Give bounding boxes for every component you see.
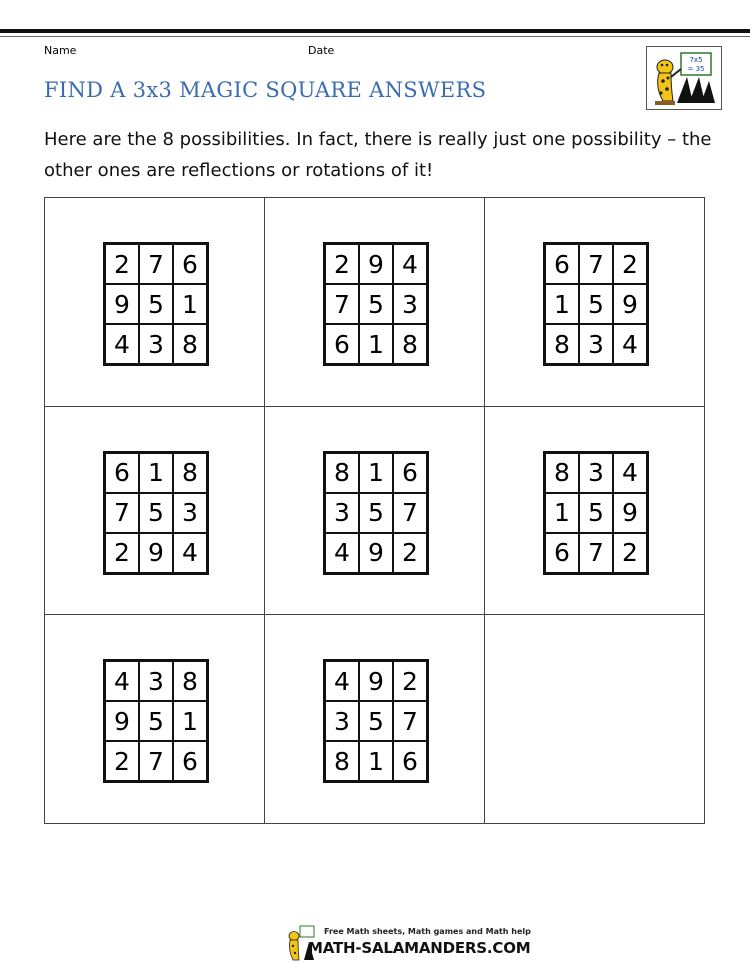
square-number: 5 [139,284,173,324]
square-number: 1 [359,324,393,364]
grid-cell-empty [485,615,705,824]
square-number: 6 [545,244,579,284]
square-number: 7 [139,741,173,781]
square-number: 1 [545,493,579,533]
square-number: 3 [173,493,207,533]
square-number: 2 [105,741,139,781]
square-number: 8 [393,324,427,364]
square-number: 5 [359,284,393,324]
square-number: 3 [325,493,359,533]
square-number: 3 [139,324,173,364]
square-number: 7 [579,244,613,284]
square-number: 1 [359,453,393,493]
salamander-logo [646,46,722,110]
square-number: 7 [393,493,427,533]
square-number: 4 [325,661,359,701]
square-number: 9 [139,533,173,573]
magic-square [543,242,649,366]
square-number: 2 [613,244,647,284]
square-number: 5 [139,701,173,741]
magic-square [103,659,209,783]
square-number: 6 [173,244,207,284]
square-number: 8 [545,324,579,364]
name-label: Name [44,44,77,57]
grid-cell [45,407,265,616]
square-number: 2 [105,533,139,573]
page-title: FIND A 3x3 MAGIC SQUARE ANSWERS [44,78,487,102]
grid-cell [265,198,485,407]
answer-grid [44,197,705,824]
top-rule-thin [0,36,750,37]
square-number: 9 [359,661,393,701]
square-number: 8 [325,453,359,493]
square-number: 2 [393,661,427,701]
square-number: 4 [105,324,139,364]
square-number: 9 [613,493,647,533]
square-number: 8 [325,741,359,781]
square-number: 4 [173,533,207,573]
grid-cell [485,407,705,616]
square-number: 4 [105,661,139,701]
grid-cell [45,198,265,407]
square-number: 5 [359,701,393,741]
square-number: 1 [173,284,207,324]
square-number: 6 [325,324,359,364]
date-label: Date [308,44,335,57]
intro-text: Here are the 8 possibilities. In fact, there is really just one possibility – the other ones are reflections or rotations of it! [44,129,712,181]
square-number: 9 [359,244,393,284]
square-number: 2 [393,533,427,573]
square-number: 5 [579,284,613,324]
square-number: 9 [105,284,139,324]
footer-url[interactable]: MATH-SALAMANDERS.COM [308,939,531,957]
square-number: 5 [139,493,173,533]
magic-square [323,451,429,575]
square-number: 9 [105,701,139,741]
salamander-icon [647,47,721,109]
square-number: 6 [545,533,579,573]
square-number: 7 [325,284,359,324]
square-number: 1 [139,453,173,493]
square-number: 4 [613,453,647,493]
square-number: 8 [173,453,207,493]
square-number: 7 [105,493,139,533]
footer-logo [286,924,531,964]
square-number: 6 [173,741,207,781]
square-number: 7 [393,701,427,741]
magic-square [323,659,429,783]
square-number: 3 [139,661,173,701]
square-number: 3 [579,324,613,364]
square-number: 2 [105,244,139,284]
square-number: 1 [173,701,207,741]
logo-board-line2: = 35 [687,65,705,73]
top-rule [0,29,750,33]
square-number: 8 [173,661,207,701]
grid-cell [485,198,705,407]
square-number: 1 [545,284,579,324]
square-number: 8 [173,324,207,364]
square-number: 6 [105,453,139,493]
square-number: 4 [325,533,359,573]
square-number: 5 [359,493,393,533]
footer-tagline: Free Math sheets, Math games and Math help [324,927,531,936]
logo-board-line1: 7x5 [689,56,703,64]
square-number: 9 [613,284,647,324]
square-number: 2 [613,533,647,573]
square-number: 1 [359,741,393,781]
square-number: 3 [325,701,359,741]
square-number: 7 [139,244,173,284]
square-number: 6 [393,453,427,493]
grid-cell [45,615,265,824]
square-number: 3 [579,453,613,493]
grid-cell [265,615,485,824]
square-number: 9 [359,533,393,573]
square-number: 3 [393,284,427,324]
square-number: 2 [325,244,359,284]
square-number: 8 [545,453,579,493]
square-number: 4 [393,244,427,284]
square-number: 6 [393,741,427,781]
magic-square [103,242,209,366]
magic-square [323,242,429,366]
magic-square [543,451,649,575]
grid-cell [265,407,485,616]
square-number: 5 [579,493,613,533]
square-number: 4 [613,324,647,364]
magic-square [103,451,209,575]
square-number: 7 [579,533,613,573]
